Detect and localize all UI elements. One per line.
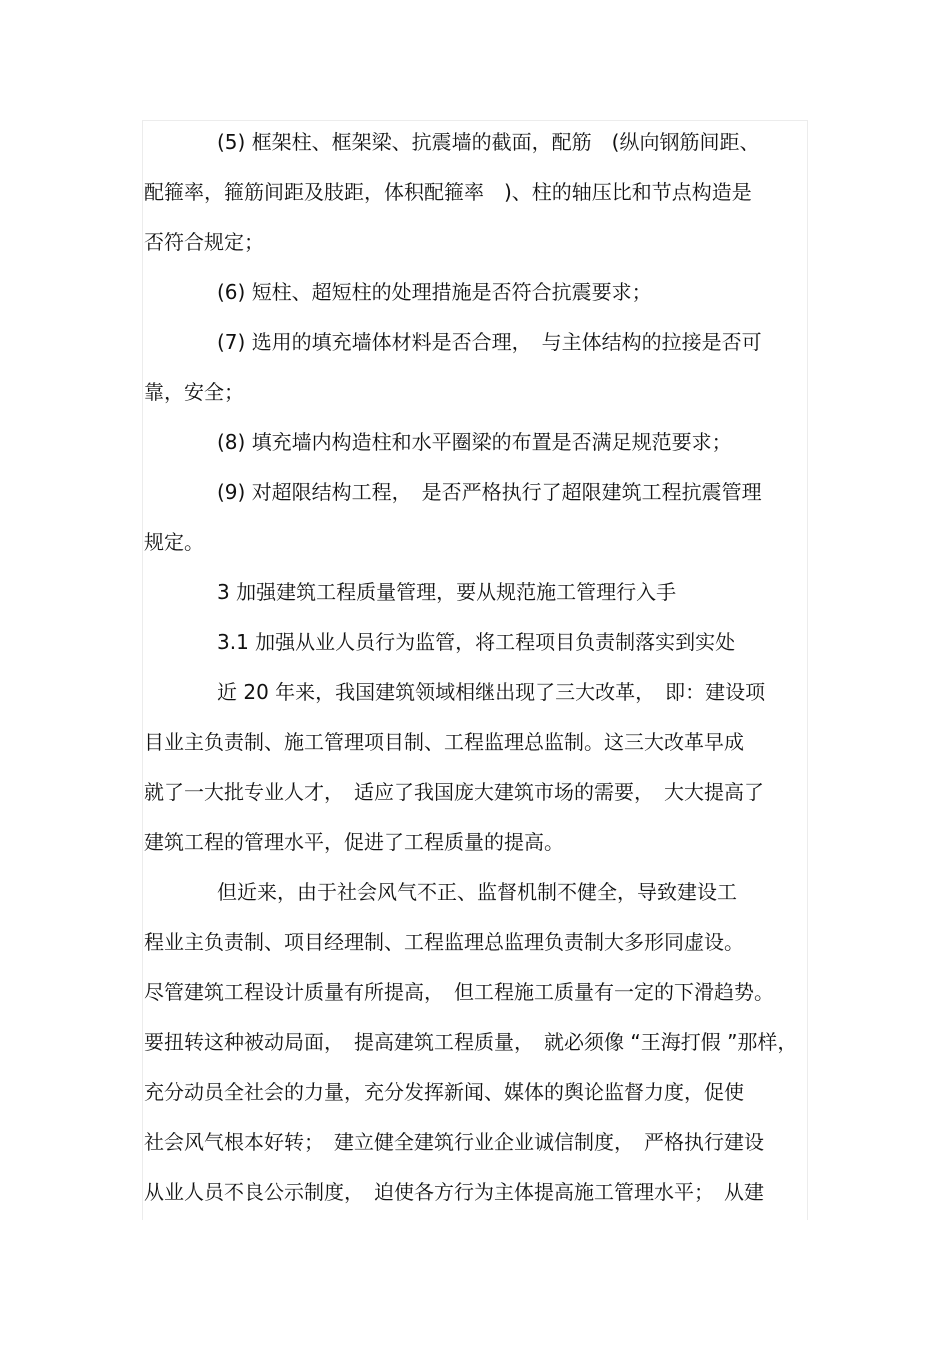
text-line: (7) 选用的填充墙体材料是否合理， 与主体结构的拉接是否可 [217,330,762,354]
text-line: 就了一大批专业人才， 适应了我国庞大建筑市场的需要， 大大提高了 [144,780,764,804]
text-line: 要扭转这种被动局面， 提高建筑工程质量， 就必须像 “王海打假 ”那样， [144,1030,798,1054]
text-line: (9) 对超限结构工程， 是否严格执行了超限建筑工程抗震管理 [217,480,762,504]
text-line: (5) 框架柱、框架梁、抗震墙的截面，配筋 (纵向钢筋间距、 [217,130,760,154]
text-line: 规定。 [144,530,204,554]
text-line: 充分动员全社会的力量，充分发挥新闻、媒体的舆论监督力度，促使 [144,1080,744,1104]
text-line: 建筑工程的管理水平，促进了工程质量的提高。 [144,830,564,854]
section-heading: 3 加强建筑工程质量管理，要从规范施工管理行入手 [217,580,677,604]
text-line: 靠，安全； [144,380,244,404]
text-line: 程业主负责制、项目经理制、工程监理总监理负责制大多形同虚设。 [144,930,744,954]
text-line: 否符合规定； [144,230,264,254]
text-line: 但近来，由于社会风气不正、监督机制不健全，导致建设工 [217,880,737,904]
text-line: 社会风气根本好转； 建立健全建筑行业企业诚信制度， 严格执行建设 [144,1130,764,1154]
subsection-heading: 3.1 加强从业人员行为监管，将工程项目负责制落实到实处 [217,630,736,654]
text-line: 目业主负责制、施工管理项目制、工程监理总监制。这三大改革早成 [144,730,744,754]
text-line: 近 20 年来，我国建筑领域相继出现了三大改革， 即：建设项 [217,680,766,704]
text-line: 尽管建筑工程设计质量有所提高， 但工程施工质量有一定的下滑趋势。 [144,980,774,1004]
text-line: (8) 填充墙内构造柱和水平圈梁的布置是否满足规范要求； [217,430,732,454]
text-line: 配箍率，箍筋间距及肢距，体积配箍率 )、柱的轴压比和节点构造是 [144,180,752,204]
text-line: 从业人员不良公示制度， 迫使各方行为主体提高施工管理水平； 从建 [144,1180,764,1204]
text-line: (6) 短柱、超短柱的处理措施是否符合抗震要求； [217,280,652,304]
